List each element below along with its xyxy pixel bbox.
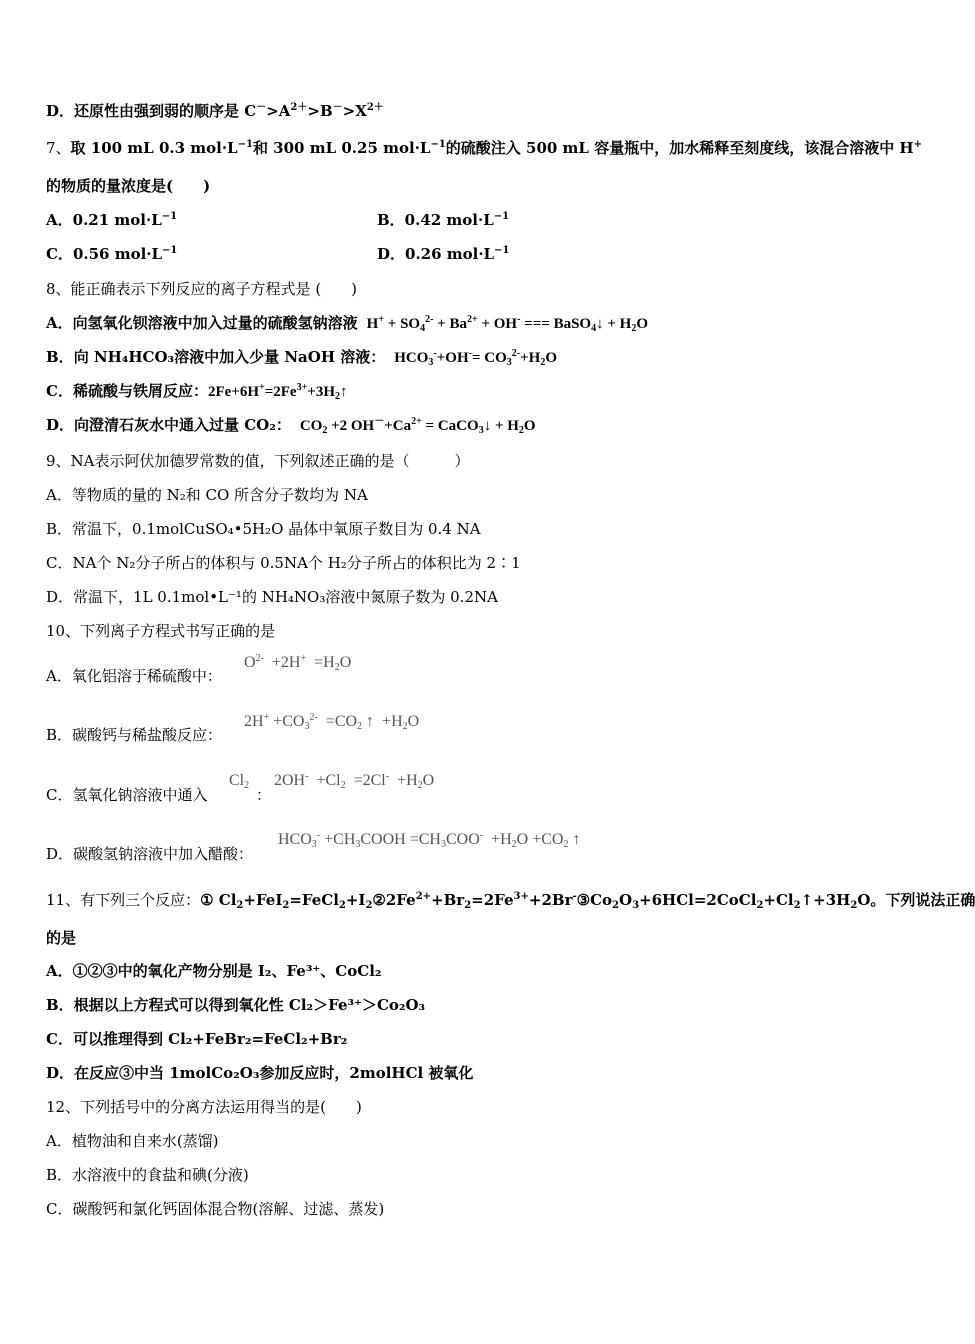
q7-number: 7、 bbox=[46, 139, 71, 157]
q8-option-d bbox=[46, 415, 536, 436]
q11-reactions: ① $Cl_2+FeI_2=FeCl_2+I_2②2Fe^{2+}+Br_2=2Fe^{3+}+2Br^-③Co_2O_3+6HCl=2CoCl_2+Cl_2↑+3H_2O$。下列说法正确 bbox=[200, 891, 975, 911]
q10-option-c-text: C．氢氧化钠溶液中通入 bbox=[46, 786, 208, 804]
q10-option-c bbox=[46, 785, 207, 805]
q7-stem-line1 bbox=[46, 138, 922, 158]
q11-option-d: D．在反应③中当 1molCo₂O₃参加反应时，2molHCl 被氧化 bbox=[46, 1064, 474, 1082]
q8-option-c bbox=[46, 381, 348, 402]
q11-stem-prefix: 11、有下列三个反应： bbox=[46, 891, 201, 909]
q11-option-c: C．可以推理得到 Cl₂+FeBr₂=FeCl₂+Br₂ bbox=[46, 1030, 348, 1048]
q10-option-c-cl2: $Cl_2$ bbox=[229, 772, 250, 791]
q12-option-b: B．水溶液中的食盐和碘(分液) bbox=[46, 1166, 249, 1184]
q7-unit-sup-2: −1 bbox=[430, 139, 446, 150]
q11-option-b: B．根据以上方程式可以得到氧化性 Cl₂＞Fe³⁺＞Co₂O₃ bbox=[46, 996, 426, 1014]
q8-option-c-equation: $2Fe+6H^+=2Fe^{3+}+3H_2↑$ bbox=[207, 382, 348, 402]
q9-option-d: D．常温下，1L 0.1mol•L⁻¹的 NH₄NO₃溶液中氮原子数为 0.2NA bbox=[46, 588, 498, 606]
q8-option-d-equation: $CO_2 +2$ $OH^-+Ca^{2+}$ = CaCO$_3$↓ + $H_2O$ bbox=[296, 416, 536, 436]
q8-option-c-label: C． bbox=[46, 382, 73, 400]
q7-option-d-sup: −1 bbox=[494, 245, 510, 256]
q7-option-a bbox=[46, 210, 177, 230]
q7-stem-part-a: 取 100 mL 0.3 mol·L bbox=[70, 139, 238, 157]
q7-stem-part-b: 和 300 mL 0.25 mol·L bbox=[252, 139, 431, 157]
q6-option-d bbox=[46, 101, 384, 121]
q8-option-a-text: 向氢氧化钡溶液中加入过量的硫酸氢钠溶液 bbox=[72, 314, 358, 332]
q7-option-d-text: D．0.26 mol·L bbox=[377, 245, 495, 263]
q7-h-plus: + bbox=[913, 139, 922, 150]
q7-option-b-text: B．0.42 mol·L bbox=[377, 211, 494, 229]
q9-stem: 9、NA表示阿伏加德罗常数的值，下列叙述正确的是（ ） bbox=[46, 452, 470, 470]
q8-option-d-text: 向澄清石灰水中通入过量 CO₂： bbox=[74, 416, 291, 434]
q7-option-d bbox=[377, 244, 509, 264]
q6-option-d-text: 还原性由强到弱的顺序是 $C^->A^{2+}>B^->X^{2+}$ bbox=[74, 102, 384, 120]
q8-option-b-equation: $HCO_3^-+OH^-= CO_3^{2-}+H_2O$ bbox=[390, 348, 558, 368]
q6-option-d-label: D． bbox=[46, 102, 75, 120]
q7-option-a-text: A．0.21 mol·L bbox=[46, 211, 162, 229]
q12-option-c: C．碳酸钙和氯化钙固体混合物(溶解、过滤、蒸发) bbox=[46, 1200, 385, 1218]
q7-option-a-sup: −1 bbox=[161, 211, 178, 222]
q10-option-b-equation: $2H^+ +CO_3^{2-} =CO_2$ ↑ $+H_2O$ bbox=[244, 712, 420, 732]
q11-stem-line1 bbox=[46, 890, 975, 910]
q10-option-d: D．碳酸氢钠溶液中加入醋酸： bbox=[46, 845, 254, 863]
q8-option-a bbox=[46, 313, 648, 334]
q11-stem-line2: 的是 bbox=[46, 929, 77, 947]
q7-option-c bbox=[46, 244, 177, 264]
q8-option-b-text: 向 NH₄HCO₃溶液中加入少量 NaOH 溶液： bbox=[73, 348, 386, 366]
q7-unit-sup-1: −1 bbox=[237, 139, 253, 150]
q10-option-a-equation: $O^{2-} +2H^+ =H_2O$ bbox=[244, 653, 352, 673]
q9-option-c: C．NA个 N₂分子所占的体积与 0.5NA个 H₂分子所占的体积比为 2∶1 bbox=[46, 554, 521, 572]
q12-stem: 12、下列括号中的分离方法运用得当的是( ) bbox=[46, 1098, 362, 1116]
q9-option-a: A．等物质的量的 N₂和 CO 所含分子数均为 NA bbox=[46, 486, 368, 504]
q8-option-b-label: B． bbox=[46, 348, 74, 366]
q7-stem-part-c: 的硫酸注入 500 mL 容量瓶中，加水稀释至刻度线，该混合溶液中 H bbox=[445, 139, 914, 157]
q8-stem-text: 8、能正确表示下列反应的离子方程式是 ( ) bbox=[46, 280, 358, 298]
q8-option-c-text: 稀硫酸与铁屑反应： bbox=[72, 382, 208, 400]
q9-option-b: B．常温下，0.1molCuSO₄•5H₂O 晶体中氧原子数目为 0.4 NA bbox=[46, 520, 481, 538]
q10-option-c-equation: $2OH^- +Cl_2 =2Cl^- +H_2O$ bbox=[274, 771, 435, 791]
q10-option-b: B．碳酸钙与稀盐酸反应： bbox=[46, 726, 223, 744]
q8-stem bbox=[46, 279, 357, 299]
q10-option-c-colon: ： bbox=[256, 786, 272, 804]
q7-option-c-text: C．0.56 mol·L bbox=[46, 245, 163, 263]
q12-option-a: A．植物油和自来水(蒸馏) bbox=[46, 1132, 219, 1150]
q7-option-b-sup: −1 bbox=[493, 211, 510, 222]
q8-option-a-equation: $H^+ + SO_4^{2-} + Ba^{2+} + OH^-$ === BaSO$_4$↓ + $H_2O$ bbox=[362, 314, 648, 334]
q7-option-c-sup: −1 bbox=[162, 245, 178, 256]
q10-option-d-equation: $HCO_3^-$ $+CH_3COOH =CH_3COO^- +H_2O +CO_2$ ↑ bbox=[278, 830, 581, 850]
q8-option-d-label: D． bbox=[46, 416, 75, 434]
q10-option-a: A．氧化铝溶于稀硫酸中： bbox=[46, 667, 222, 685]
q10-stem: 10、下列离子方程式书写正确的是 bbox=[46, 622, 276, 640]
q7-stem-line2: 的物质的量浓度是( ) bbox=[46, 177, 211, 195]
q7-option-b bbox=[377, 210, 509, 230]
q8-option-a-label: A． bbox=[46, 314, 73, 332]
q11-option-a: A．①②③中的氧化产物分别是 I₂、Fe³⁺、CoCl₂ bbox=[46, 962, 382, 980]
q8-option-b bbox=[46, 347, 557, 368]
